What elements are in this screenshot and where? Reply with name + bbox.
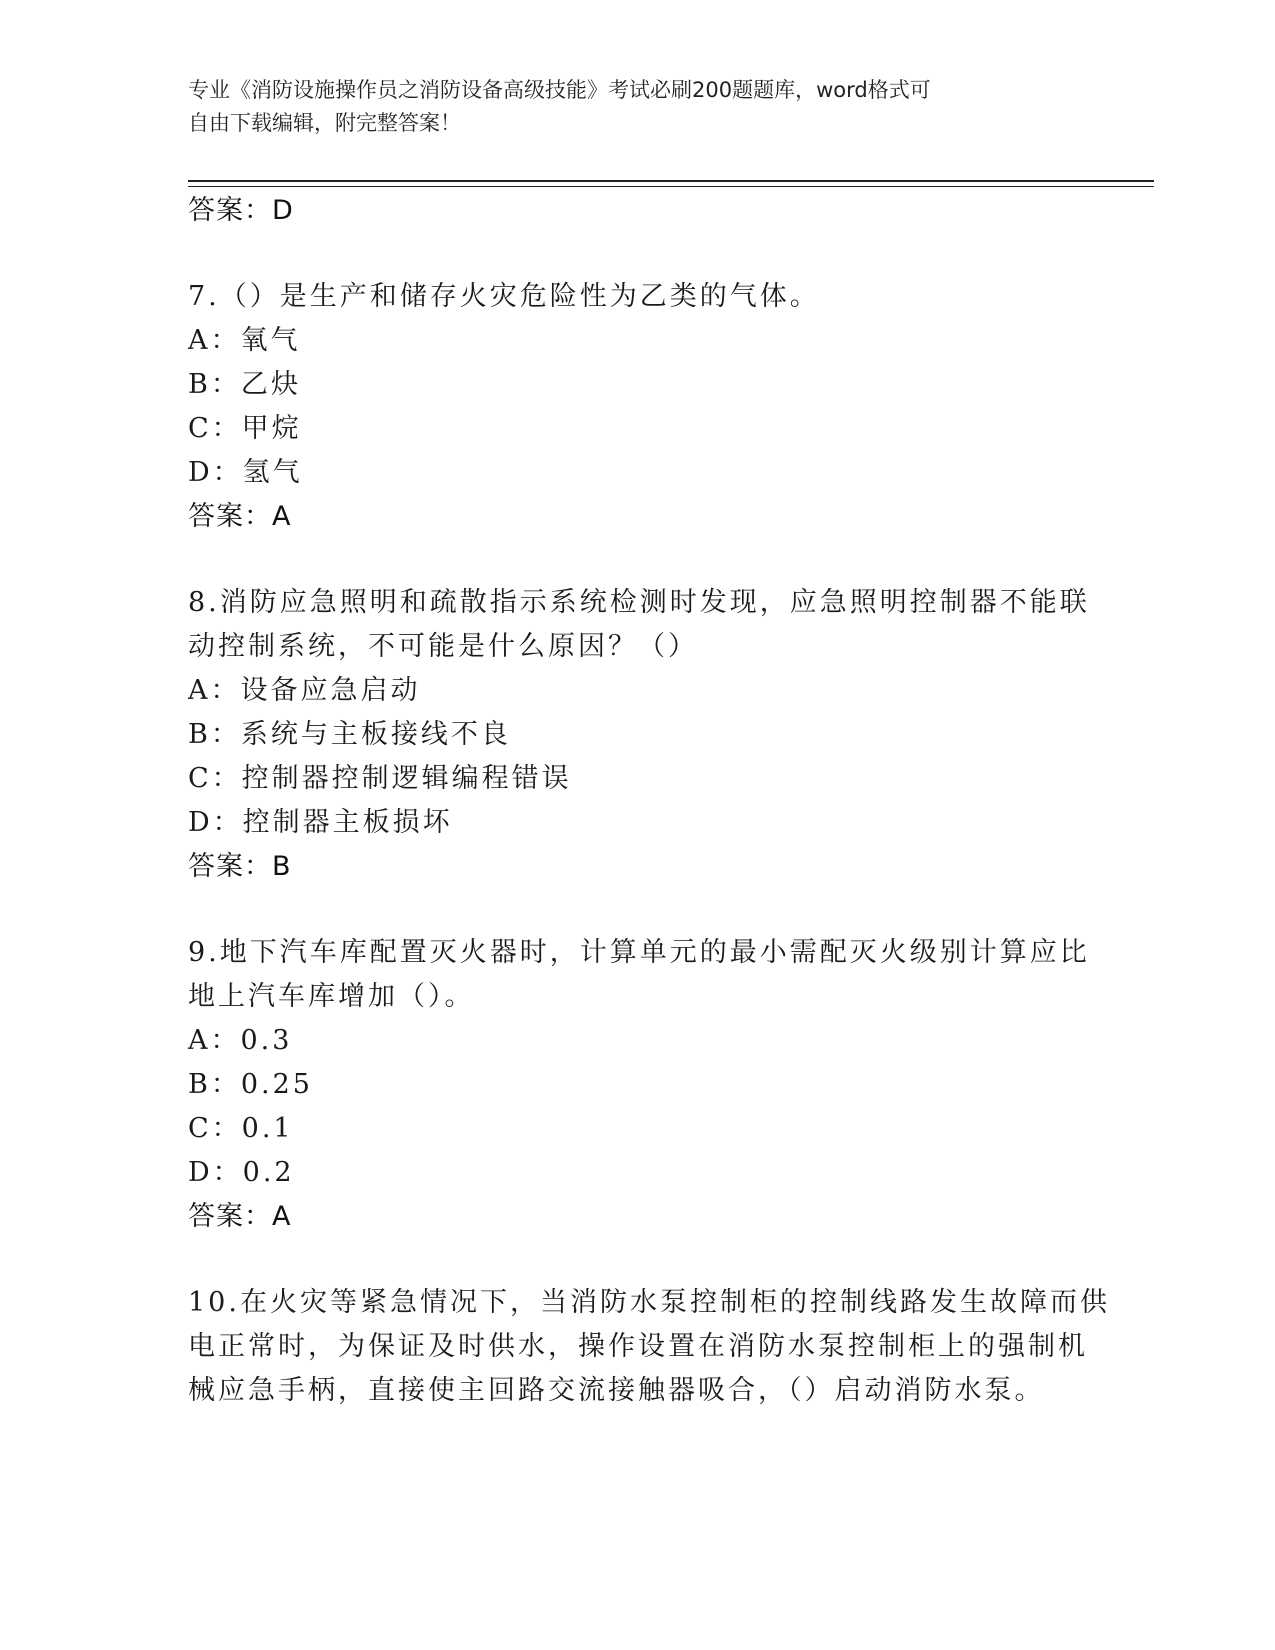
header-divider-thick bbox=[188, 180, 1154, 182]
question-10-text-line-2: 电正常时，为保证及时供水，操作设置在消防水泵控制柜上的强制机 bbox=[188, 1331, 1088, 1362]
question-8-text-line-1: 8.消防应急照明和疏散指示系统检测时发现，应急照明控制器不能联 bbox=[188, 587, 1090, 618]
question-7-text: 7.（）是生产和储存火灾危险性为乙类的气体。 bbox=[188, 281, 820, 312]
question-7-option-b: B：乙炔 bbox=[188, 369, 301, 400]
question-9-text-line-2: 地上汽车库增加（）。 bbox=[188, 981, 475, 1012]
question-8-text-line-2: 动控制系统，不可能是什么原因？（） bbox=[188, 631, 698, 662]
question-8-option-b: B：系统与主板接线不良 bbox=[188, 719, 511, 750]
answer-label: 答案：D bbox=[188, 195, 294, 226]
question-10-text-line-1: 10.在火灾等紧急情况下，当消防水泵控制柜的控制线路发生故障而供 bbox=[188, 1287, 1110, 1318]
question-8-answer: 答案：B bbox=[188, 851, 292, 882]
question-8-option-a: A：设备应急启动 bbox=[188, 675, 421, 706]
question-9-text-line-1: 9.地下汽车库配置灭火器时，计算单元的最小需配灭火级别计算应比 bbox=[188, 937, 1090, 968]
header-line-1: 专业《消防设施操作员之消防设备高级技能》考试必刷200题题库，word格式可 bbox=[188, 78, 931, 102]
question-8-option-c: C：控制器控制逻辑编程错误 bbox=[188, 763, 572, 794]
question-7-answer: 答案：A bbox=[188, 501, 292, 532]
question-9-option-d: D：0.2 bbox=[188, 1157, 295, 1188]
header-line-2: 自由下载编辑，附完整答案！ bbox=[188, 111, 461, 135]
question-7-option-a: A：氧气 bbox=[188, 325, 301, 356]
question-7-option-d: D：氢气 bbox=[188, 457, 303, 488]
question-9-option-a: A：0.3 bbox=[188, 1025, 293, 1056]
page-header bbox=[188, 74, 1068, 140]
header-divider-thin bbox=[188, 186, 1154, 187]
question-8-option-d: D：控制器主板损坏 bbox=[188, 807, 453, 838]
question-7-option-c: C：甲烷 bbox=[188, 413, 302, 444]
question-9-option-c: C：0.1 bbox=[188, 1113, 294, 1144]
question-9-answer: 答案：A bbox=[188, 1201, 292, 1232]
question-9-option-b: B：0.25 bbox=[188, 1069, 313, 1100]
question-10-text-line-3: 械应急手柄，直接使主回路交流接触器吸合，（）启动消防水泵。 bbox=[188, 1375, 1045, 1406]
